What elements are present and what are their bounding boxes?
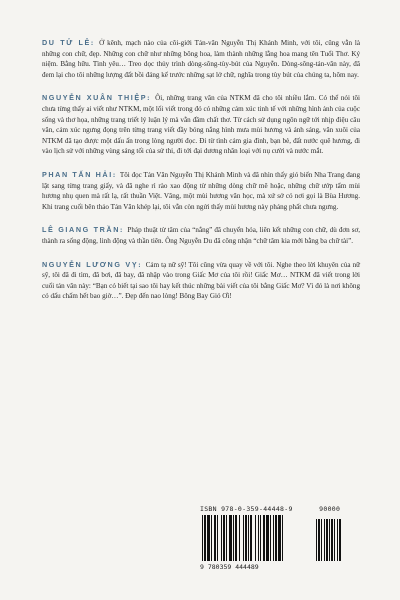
barcode-bar (255, 515, 256, 561)
barcode-bar (245, 515, 247, 561)
barcode-bar (270, 515, 271, 561)
barcode-bar (204, 515, 206, 561)
review-author: LÊ GIANG TRẦN (42, 225, 121, 235)
barcode-bar (239, 515, 240, 561)
review-entry (42, 170, 360, 212)
review-entry (42, 93, 360, 157)
back-cover-text (42, 38, 360, 315)
review-author: NGUYỄN LƯƠNG VỴ (42, 259, 139, 269)
barcode-bar (221, 515, 222, 561)
review-entry (42, 260, 360, 302)
barcode-addon-bar (316, 519, 317, 561)
barcode-bar (273, 515, 274, 561)
isbn-label: ISBN 978-0-359-44448-9 (200, 505, 293, 513)
barcode-bar (233, 515, 234, 561)
author-colon: : (120, 226, 123, 235)
barcode-bar (258, 515, 259, 561)
barcode-bar (211, 515, 212, 561)
isbn-barcode (200, 505, 350, 575)
isbn-digits: 9 780359 444489 (200, 563, 259, 571)
barcode-bar (217, 515, 218, 561)
barcode-bar (207, 515, 210, 561)
barcode-bar (235, 515, 237, 561)
review-text: Cảm tạ nữ sỹ! Tôi cũng vừa quay về với tôi. Nghe theo lời khuyên của nữ sỹ, tôi đã đi tìm, đã bơi, đã bay, đã nhập vào trong Giấc Mơ của tôi rồi! Giấc Mơ… NTKM đã viết trong lời cuối tản văn này: “Bạn có biết tại sao tôi hay kết thúc những bài viết của tôi bằng Giấc Mơ? Vì đó là nơi không có dấu chấm hết bao giờ…”. Đẹp đến nao lòng! Bông Bay Gió Ơi! (42, 260, 360, 301)
barcode-bar (226, 515, 227, 561)
review-entry (42, 225, 360, 246)
review-author: DU TỬ LÊ (42, 38, 91, 47)
review-text: Pháp thuật từ tâm của “nắng” đã chuyển hóa, liên kết những con chữ, dù đơn sơ, thành ra sống động, linh động và thần tiên. Ông Nguyễn Du đã công nhận “chữ tâm kia mới bằng ba chữ tài”. (42, 226, 360, 245)
barcode-bar (202, 515, 203, 561)
isbn-addon-label: 90000 (319, 505, 341, 513)
barcode-addon-bar (326, 519, 328, 561)
barcode-addon-bar (329, 519, 330, 561)
review-text: Ở kênh, mạch nào của cõi-giới Tản-văn Nguyễn Thị Khánh Minh, với tôi, cũng vẫn là những con chữ, đẹp. Những con chữ như những bông hoa, làm thành những lẵng hoa mang tên Tuổi Thơ. Ký niệm. Bằng hữu. Tình yêu… Treo dọc thủy trình dòng-sông-tùy-bút của Nguyễn. Dòng-sông-tản-văn này, đã đem lại cho tôi những lượng đất bồi đáng kể trước những sạt lở chữ, nghĩa trong tùy bút của chúng ta, hôm nay. (42, 39, 360, 79)
author-colon: : (112, 170, 116, 179)
barcode-addon-bar (337, 519, 338, 561)
author-colon: : (147, 94, 150, 103)
barcode-bar (250, 515, 252, 561)
barcode-addon-bar (318, 519, 320, 561)
review-text: Ôi, những trang văn của NTKM đã cho tôi nhiều lắm. Có thể nói tôi chưa từng thấy ai viết như NTKM, một lối viết trong đó có những cảm xúc tinh tế với những hình ảnh của cuộc sống và thơ họa, những trang triết lý luận lý mà vẫn đầm chất thơ. Từ cách sử dụng ngôn ngữ tới nhịp điệu câu văn, cảm xúc ngưng đọng trên từng trang viết đầy bóng nắng hình mưa mùi hương và ánh sáng, văn xuôi của NTKM đã tạo được một dấu ấn trong lòng người đọc. Đi từ tình cảm gia đình, bạn bè, đất nước quê hương, đi vào lịch sử với những vùng sáng tối của sử thi, đi tới đại dương nhân loại với nụ cười và nước mắt. (42, 94, 360, 156)
barcode-bars (200, 515, 350, 563)
barcode-bar (266, 515, 269, 561)
barcode-addon-bar (339, 519, 341, 561)
review-author: PHAN TẤN HẢI (42, 169, 113, 179)
barcode-addon-bar (321, 519, 322, 561)
isbn-label-row (200, 505, 350, 513)
author-colon: : (138, 260, 141, 269)
barcode-bar (229, 515, 232, 561)
barcode-bar (223, 515, 225, 561)
author-colon: : (90, 39, 94, 47)
barcode-bar (263, 515, 265, 561)
review-entry (42, 38, 360, 80)
barcode-bar (275, 515, 277, 561)
barcode-bar (214, 515, 216, 561)
barcode-bar (248, 515, 249, 561)
barcode-addon-bar (324, 519, 325, 561)
barcode-bar (282, 515, 283, 561)
barcode-bar (260, 515, 261, 561)
barcode-addon-bar (334, 519, 335, 561)
review-text: Tôi đọc Tản Văn Nguyễn Thị Khánh Minh và đã nhìn thấy gió biển Nha Trang đang lật sang từng trang giấy, và đã nghe rì rào xao động từ những dòng chữ mê hoặc, những chữ ướp tẩm mùi hương nhụ quen mà rất lạ, rất thuần Việt. Vâng, một mùi hương văn học, mà xứ sở có nơi gọi là Bùa Hương. Khi trang cuối bên thảo Tản Văn khép lại, tôi vẫn còn ngửi thấy mùi hương này phảng phất chưa ngưng. (42, 170, 360, 211)
barcode-addon-bar (331, 519, 333, 561)
barcode-bar (278, 515, 281, 561)
barcode-bar (243, 515, 244, 561)
review-author: NGUYỄN XUÂN THIỆP (42, 93, 148, 103)
